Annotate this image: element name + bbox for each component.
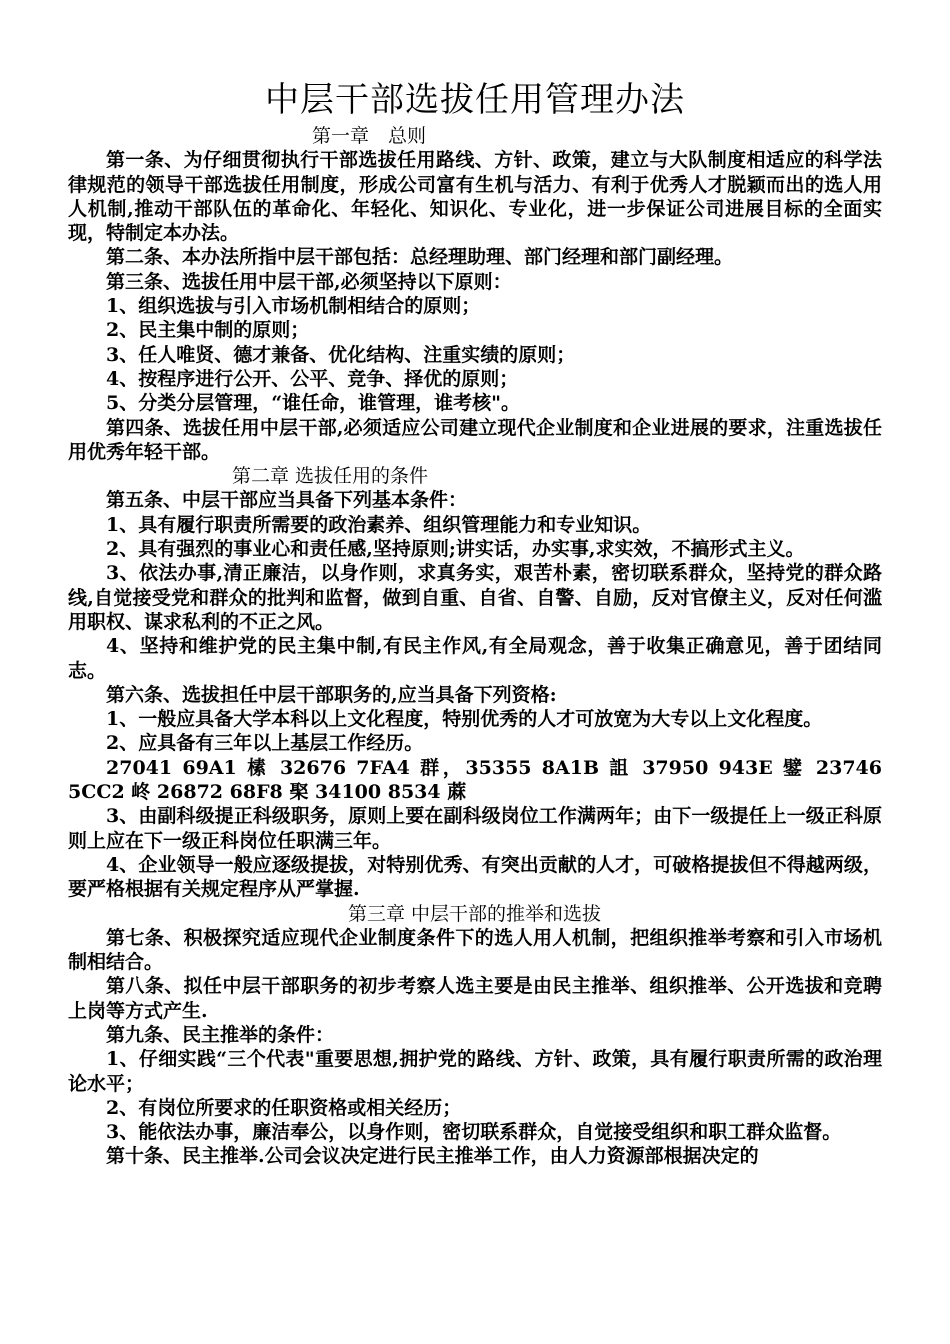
paragraph: 1、一般应具备大学本科以上文化程度，特别优秀的人才可放宽为大专以上文化程度。 xyxy=(106,708,823,731)
paragraph: 4、企业领导一般应逐级提拔，对特别优秀、有突出贡献的人才，可破格提拔但不得越两级，要严格根据有关规定程序从严掌握. xyxy=(68,853,882,901)
document-body xyxy=(68,124,882,1169)
paragraph: 2、具有强烈的事业心和责任感,坚持原则;讲实话，办实事,求实效，不搞形式主义。 xyxy=(106,538,805,561)
paragraph: 3、由副科级提正科级职务，原则上要在副科级岗位工作满两年；由下一级提任上一级正科原则上应在下一级正科岗位任职满三年。 xyxy=(68,805,882,852)
paragraph: 2、民主集中制的原则； xyxy=(106,319,310,342)
paragraph: 第八条、拟任中层干部职务的初步考察人选主要是由民主推举、组织推举、公开选拔和竞聘上岗等方式产生. xyxy=(68,975,882,1022)
paragraph: 第三条、选拔任用中层干部,必须坚持以下原则： xyxy=(106,270,512,293)
paragraph: 第四条、选拔任用中层干部,必须适应公司建立现代企业制度和企业进展的要求，注重选拔任用优秀年轻干部。 xyxy=(68,416,882,463)
paragraph: 2、有岗位所要求的任职资格或相关经历； xyxy=(106,1096,462,1119)
paragraph: 第七条、积极探究适应现代企业制度条件下的选人用人机制，把组织推举考察和引入市场机制相结合。 xyxy=(68,926,882,974)
document-title: 中层干部选拔任用管理办法 xyxy=(265,80,685,120)
paragraph: 2、应具备有三年以上基层工作经历。 xyxy=(106,732,424,755)
paragraph: 5、分类分层管理，“谁任命，谁管理，谁考核"。 xyxy=(106,392,521,415)
paragraph: 3、任人唯贤、德才兼备、优化结构、注重实绩的原则； xyxy=(106,343,576,366)
paragraph: 4、按程序进行公开、公平、竞争、择优的原则； xyxy=(106,367,519,390)
paragraph: 第九条、民主推举的条件： xyxy=(106,1023,335,1046)
paragraph: 3、依法办事,清正廉洁，以身作则，求真务实，艰苦朴素，密切联系群众，坚持党的群众路线,自觉接受党和群众的批判和监督，做到自重、自省、自警、自励，反对官僚主义，反对任何滥用职权、谋求私利的不正之风。 xyxy=(68,562,882,633)
paragraph: 4、坚持和维护党的民主集中制,有民主作风,有全局观念，善于收集正确意见，善于团结同志。 xyxy=(68,635,882,682)
paragraph: 第十条、民主推举.公司会议决定进行民主推举工作，由人力资源部根据决定的 xyxy=(106,1145,759,1168)
paragraph: 1、仔细实践“三个代表"重要思想,拥护党的路线、方针、政策，具有履行职责所需的政治理论水平； xyxy=(68,1048,882,1095)
paragraph: 1、具有履行职责所需要的政治素养、组织管理能力和专业知识。 xyxy=(106,513,652,536)
chapter-heading: 第三章 中层干部的推举和选拔 xyxy=(348,902,602,925)
paragraph: 第六条、选拔担任中层干部职务的,应当具备下列资格: xyxy=(106,683,557,706)
chapter-heading: 第一章 总则 xyxy=(312,125,427,147)
paragraph: 27041 69A1 榡 32676 7FA4 群，35355 8A1B 詛 37950 943E 鐾 23746 5CC2 峂 26872 68F8 棸 34100 8534 蔴 xyxy=(68,756,882,804)
chapter-heading: 第二章 选拔任用的条件 xyxy=(232,465,429,488)
paragraph: 3、能依法办事，廉洁奉公，以身作则，密切联系群众，自觉接受组织和职工群众监督。 xyxy=(106,1121,842,1144)
paragraph: 1、组织选拔与引入市场机制相结合的原则； xyxy=(106,295,481,318)
paragraph: 第二条、本办法所指中层干部包括：总经理助理、部门经理和部门副经理。 xyxy=(106,246,734,269)
paragraph: 第五条、中层干部应当具备下列基本条件： xyxy=(106,489,468,512)
paragraph: 第一条、为仔细贯彻执行干部选拔任用路线、方针、政策，建立与大队制度相适应的科学法律规范的领导干部选拔任用制度，形成公司富有生机与活力、有利于优秀人才脱颖而出的选人用人机制,推动干部队伍的革命化、年轻化、知识化、专业化，进一步保证公司进展目标的全面实现，特制定本办法。 xyxy=(68,149,882,245)
